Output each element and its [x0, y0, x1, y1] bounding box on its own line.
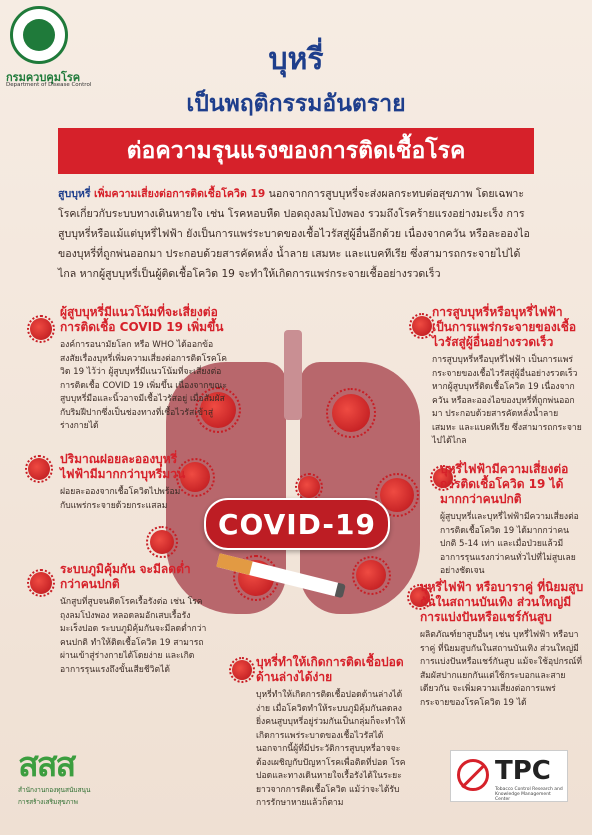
intro-lead: สูบบุหรี่: [58, 188, 91, 200]
thaihealth-name-line-1: สำนักงานกองทุนสนับสนุน: [18, 786, 91, 794]
thaihealth-name-line-2: การสร้างเสริมสุขภาพ: [18, 798, 78, 806]
section-lower-lung: [256, 655, 406, 811]
title-line-1: บุหรี่: [268, 42, 324, 77]
intro-paragraph: [58, 184, 536, 284]
title-banner: [58, 128, 534, 174]
virus-bullet-icon: [30, 318, 52, 340]
section-title: บุหรี่ไฟฟ้ามีความเสี่ยงต่อการติดเชื้อโควิด 19 ได้มากกว่าคนปกติ: [440, 462, 569, 506]
section-body: ผลิตภัณฑ์ยาสูบอื่นๆ เช่น บุหรี่ไฟฟ้า หรือบาราคู่ ที่นิยมสูบกันในสถานบันเทิง ส่วนใหญ่มีการแบ่งปันหรือแชร์กันสูบ แม้จะใช้อุปกรณ์ที่สัมผัสปากแยกกันแต่ใช้กระบอกและสายเดียวกัน จะเพิ่มความเสี่ยงต่อการแพร่กระจายของโรคโควิด 19 ได้: [420, 630, 583, 708]
section-body: บุหรี่ทำให้เกิดการติดเชื้อปอดด้านล่างได้ง่าย เมื่อโควิดทำให้ระบบภูมิคุ้มกันลดลง ยิ่งคนสูบบุหรี่อยู่ร่วมกันเป็นกลุ่มก็จะทำให้เกิดการแพร่ระบาดของเชื้อไวรัสได้ นอกจากนี้ผู้ที่มีประวัติการสูบบุหรี่อาจจะต้องเผชิญกับปัญหาโรคเพื่อติดที่ปอด โรคปอดและทางเดินหายใจเรื้อรังได้ในระยะยาวจากการติดเชื้อโควิด แม้ว่าจะได้รับการรักษาหายแล้วก็ตาม: [256, 690, 406, 808]
tpc-subtitle: Tobacco Control Research and Knowledge Management Center: [495, 787, 563, 802]
section-spread: [432, 305, 584, 449]
thaihealth-logo: สสส: [18, 745, 75, 785]
section-sharing: [420, 580, 584, 710]
covid-badge-label: COVID-19: [217, 507, 377, 541]
section-title: ระบบภูมิคุ้มกัน จะมีลดต่ำกว่าคนปกติ: [60, 562, 191, 591]
section-title: บุหรี่ไฟฟ้า หรือบาราคู่ ที่นิยมสูบกันในสถานบันเทิง ส่วนใหญ่มีการแบ่งปันหรือแชร์กันสูบ: [420, 580, 584, 624]
section-body: ผู้สูบบุหรี่และบุหรี่ไฟฟ้ามีความเสี่ยงต่อการติดเชื้อโควิด 19 ได้มากกว่าคนปกติ 5-14 เท่า และเมื่อป่วยแล้วมีอาการรุนแรงกว่าคนทั่วไปที่ไม่สูบเลยอย่างชัดเจน: [440, 512, 579, 576]
title-line-2: เป็นพฤติกรรมอันตราย: [186, 91, 406, 117]
section-immunity: [60, 562, 210, 677]
tpc-logo: [450, 750, 568, 802]
section-smoker-risk: [60, 305, 230, 434]
virus-bullet-icon: [28, 458, 50, 480]
section-title: ผู้สูบบุหรี่มีแนวโน้มที่จะเสี่ยงต่อการติดเชื้อ COVID 19 เพิ่มขึ้น: [60, 305, 224, 334]
section-body: นักสูบที่สูบจนติดโรคเรื้อรังต่อ เช่น โรคถุงลมโป่งพอง หลอดลมอักเสบเรื้อรังมะเร็งปอด ระบบภูมิคุ้มกันจะมีลดต่ำกว่าคนปกติ ทำให้ติดเชื้อโควิด 19 สามารถผ่านเข้าสู่ร่างกายได้โดยง่าย และเกิดอาการรุนแรงถึงขั้นเสียชีวิตได้: [60, 597, 207, 675]
section-title: บุหรี่ทำให้เกิดการติดเชื้อปอดด้านล่างได้ง่าย: [256, 655, 404, 684]
title-line-3: ต่อความรุนแรงของการติดเชื้อโรค: [126, 138, 466, 164]
virus-bullet-icon: [232, 660, 252, 680]
no-smoking-icon: [457, 759, 489, 791]
section-title: การสูบบุหรี่หรือบุหรี่ไฟฟ้า เป็นการแพร่กระจายของเชื้อไวรัสสู่ผู้อื่นอย่างรวดเร็ว: [432, 305, 577, 349]
tpc-mark: TPC: [495, 756, 551, 786]
section-ecig-risk: [440, 462, 584, 579]
dept-name-english: Department of Disease Control: [6, 82, 92, 88]
intro-highlight: เพิ่มความเสี่ยงต่อการติดเชื้อโควิด 19: [93, 188, 266, 200]
section-body: การสูบบุหรี่หรือบุหรี่ไฟฟ้า เป็นการแพร่กระจายของเชื้อไวรัสสู่ผู้อื่นอย่างรวดเร็ว หากผู้สูบบุหรี่ติดเชื้อโควิด 19 เนื่องจากควัน หรือละอองไอของบุหรี่ที่ถูกพ่นออกมา ประกอบด้วยสารคัดหลั่งน้ำลาย เสมหะ และแบคทีเรีย ซึ่งสามารถกระจายไปได้ไกล: [432, 355, 582, 446]
intro-body: นอกจากการสูบบุหรี่จะส่งผลกระทบต่อสุขภาพ โดยเฉพาะโรคเกี่ยวกับระบบทางเดินหายใจ เช่น โรคหอบหืด ปอดถุงลมโป่งพอง รวมถึงโรคร้ายแรงอย่างมะเร็ง การสูบบุหรี่หรือแม้แต่บุหรี่ไฟฟ้า ยังเป็นการแพร่ระบาดของเชื้อไวรัสสู่ผู้อื่นอีกด้วย เนื่องจากควัน หรือละอองไอของบุหรี่ที่ถูกพ่นออกมา ประกอบด้วยสารคัดหลั่ง น้ำลาย เสมหะ และแบคทีเรีย ซึ่งสามารถกระจายไปได้ไกล หากผู้สูบบุหรี่เป็นผู้ติดเชื้อโควิด 19 จะทำให้เกิดการแพร่กระจายเชื้ออย่างรวดเร็ว: [58, 188, 530, 280]
section-body: องค์การอนามัยโลก หรือ WHO ได้ออกข้อสงสัยเรื่องบุหรี่เพิ่มความเสี่ยงต่อการติดโรคโควิด 19 ไว้ว่า ผู้สูบบุหรี่มีแนวโน้มที่จะเสี่ยงต่อการติดเชื้อ COVID 19 เพิ่มขึ้น เนื่องจากขณะสูบบุหรี่มือและนิ้วอาจมีเชื้อไวรัสอยู่ เมื่อสัมผัสกับริมฝีปากซึ่งเป็นช่องทางที่เชื้อไวรัสเข้าสู่ร่างกายได้: [60, 340, 228, 431]
dept-name-thai: กรมควบคุมโรค: [6, 71, 81, 84]
virus-bullet-icon: [30, 572, 52, 594]
section-body: ฝอยละอองจากเชื้อโควิดไปพร้อมกับแพร่กระจายด้วยกระแสลม: [60, 487, 181, 511]
covid-badge: [204, 498, 390, 550]
section-aerosol: [60, 452, 190, 513]
virus-bullet-icon: [412, 316, 432, 336]
section-title: ปริมาณฝอยละอองบุหรี่ไฟฟ้ามีมากกว่าบุหรี่มวน: [60, 452, 186, 481]
